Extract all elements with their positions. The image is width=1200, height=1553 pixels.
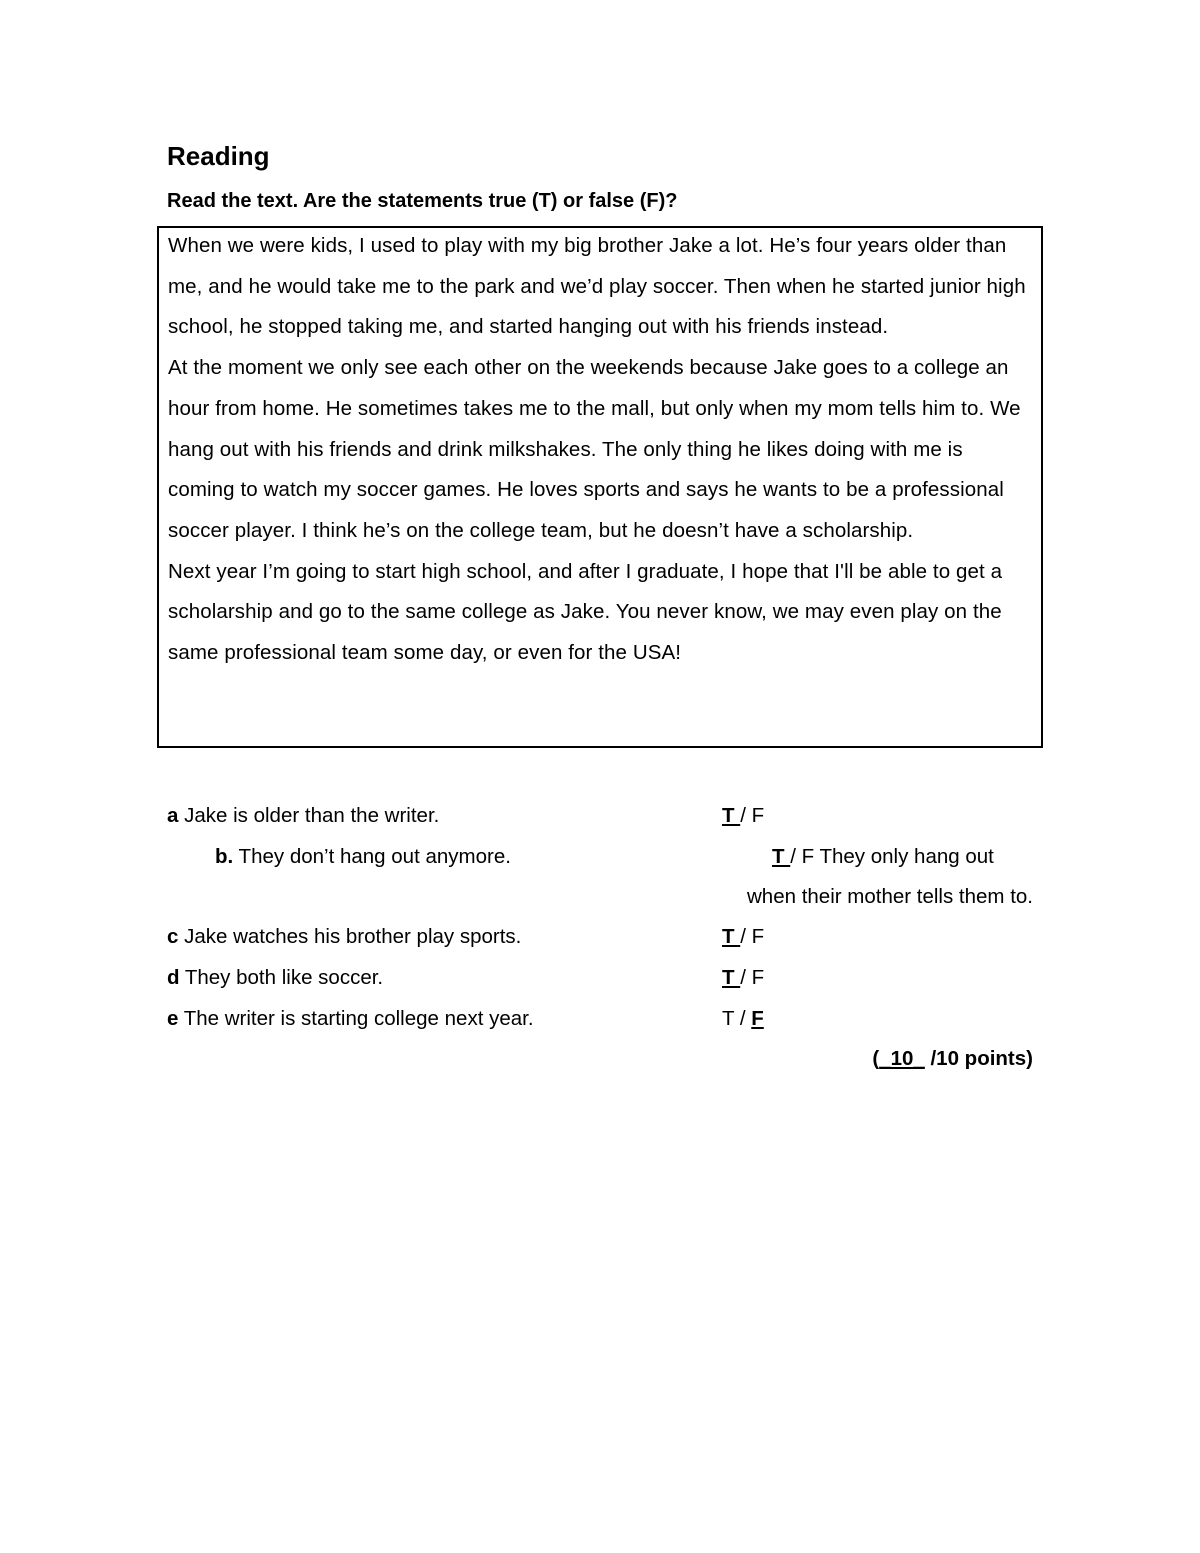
passage-paragraph-2: At the moment we only see each other on the weekends because Jake goes to a college an hour from home. He sometimes takes me to the mall, but only when my mom tells him to. We hang out with his friends and drink milkshakes. The only thing he likes doing with me is coming to watch my soccer games. He loves sports and says he wants to be a professional soccer player. I think he’s on the college team, but he doesn’t have a scholarship. <box>168 356 1021 542</box>
true-option-selected[interactable]: T <box>772 845 791 868</box>
answer-note-line-2: when their mother tells them to. <box>747 885 1033 908</box>
passage-paragraph-1: When we were kids, I used to play with my big brother Jake a lot. He’s four years older than me, and he would take me to the park and we’d play soccer. Then when he started junior high school, he stopped taking me, and started hanging out with his friends instead. <box>168 234 1026 339</box>
answer-note-line-1: They only hang out <box>814 845 994 868</box>
statement-letter: b. <box>215 845 234 868</box>
statement-c <box>167 917 521 957</box>
false-option[interactable]: F <box>751 804 765 827</box>
statement-text: Jake is older than the writer. <box>178 804 440 827</box>
statement-text: They don’t hang out anymore. <box>233 845 511 868</box>
answer-separator: / <box>790 845 802 868</box>
false-option-selected[interactable]: F <box>751 1007 764 1030</box>
reading-passage-box <box>157 226 1043 748</box>
score-earned: _10_ <box>879 1047 925 1070</box>
answer-a[interactable] <box>722 796 764 836</box>
statement-letter: e <box>167 1007 179 1030</box>
answer-e[interactable] <box>722 999 764 1039</box>
answer-c[interactable] <box>722 917 764 957</box>
answer-d[interactable] <box>722 958 764 998</box>
statement-d <box>167 958 383 998</box>
true-option-selected[interactable]: T <box>722 966 741 989</box>
statement-letter: c <box>167 925 179 948</box>
section-title: Reading <box>167 141 270 171</box>
true-option[interactable]: T <box>722 1007 735 1030</box>
statement-letter: a <box>167 804 179 827</box>
statement-text: They both like soccer. <box>179 966 384 989</box>
false-option[interactable]: F <box>751 966 765 989</box>
statement-b <box>215 837 511 877</box>
answer-b[interactable] <box>772 837 994 877</box>
statement-text: Jake watches his brother play sports. <box>178 925 522 948</box>
true-option-selected[interactable]: T <box>722 925 741 948</box>
score-open-paren: ( <box>872 1047 880 1070</box>
answer-separator: / <box>740 925 752 948</box>
passage-paragraph-3: Next year I’m going to start high school, and after I graduate, I hope that I'll be able to get a scholarship and go to the same college as Jake. You never know, we may even play on the same professional team some day, or even for the USA! <box>168 559 1003 665</box>
true-option-selected[interactable]: T <box>722 804 741 827</box>
instruction-text: Read the text. Are the statements true (T) or false (F)? <box>167 190 678 212</box>
false-option[interactable]: F <box>801 845 815 868</box>
answer-separator: / <box>740 804 752 827</box>
statement-text: The writer is starting college next year. <box>178 1007 534 1030</box>
statement-a <box>167 796 439 836</box>
score-rest: /10 points) <box>924 1047 1033 1070</box>
answer-separator: / <box>734 1007 752 1030</box>
statement-letter: d <box>167 966 180 989</box>
answer-separator: / <box>740 966 752 989</box>
score-total <box>872 1039 1033 1079</box>
statement-e <box>167 999 534 1039</box>
false-option[interactable]: F <box>751 925 765 948</box>
